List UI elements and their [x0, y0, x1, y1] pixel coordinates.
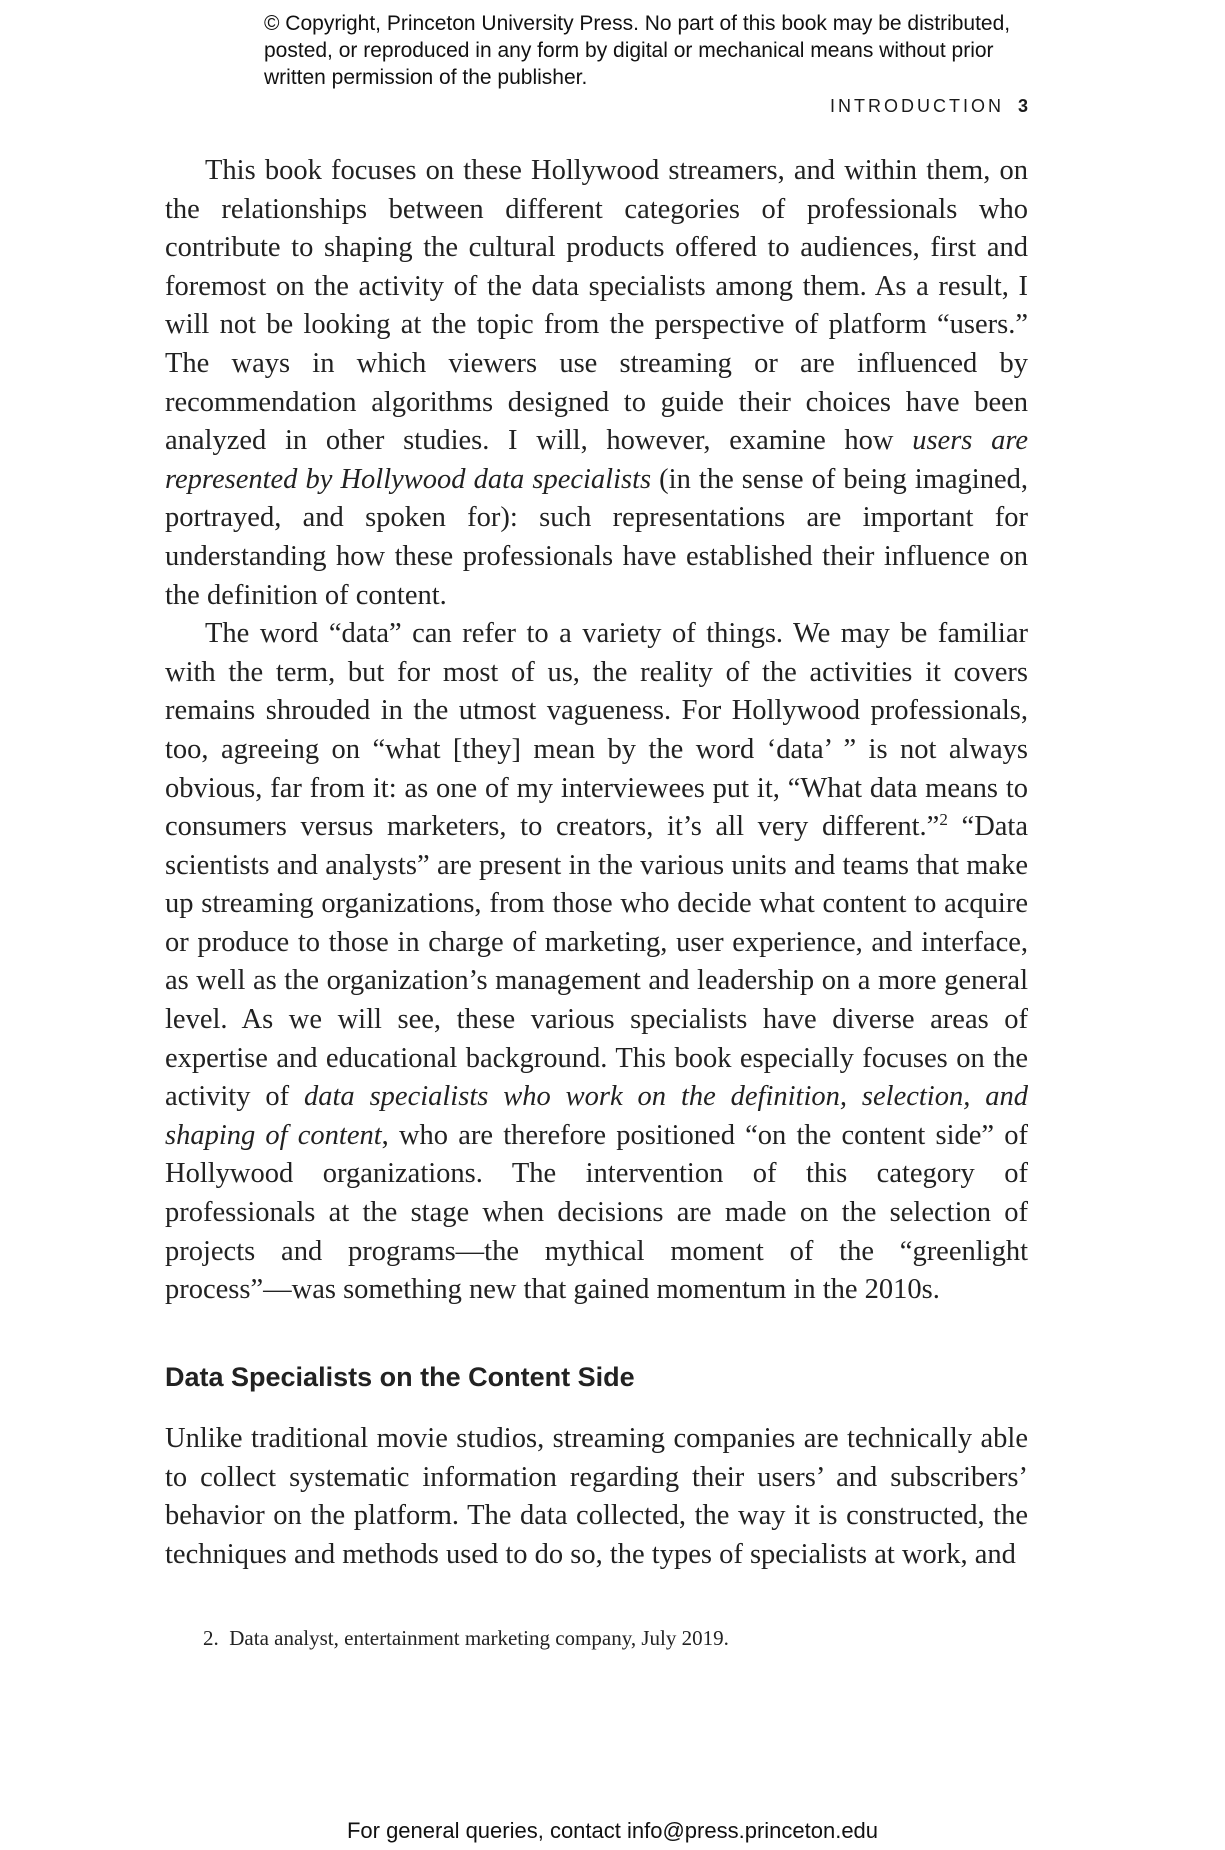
running-head — [700, 96, 1028, 117]
section-paragraph: Unlike traditional movie studios, streaming companies are technically able to collect systematic information regarding their users’ and subscribers’ behavior on the platform. The data collected, the way it is constructed, the techniques and methods used to do so, the types of specialists at work, and — [165, 1423, 1028, 1570]
paragraph-2 — [165, 615, 1028, 1310]
paragraph-2-text-c: , who are therefore positioned “on the content side” of Hollywood organizations. The intervention of this category of professionals at the stage when decisions are made on the selection of projects and programs—the mythical moment of the “greenlight process”—was something new that gained momentum in the 2010s. — [165, 1119, 1028, 1306]
page-number: 3 — [1017, 96, 1028, 116]
paragraph-1 — [165, 152, 1028, 615]
footnote-number: 2. — [203, 1626, 219, 1650]
footer-contact: For general queries, contact info@press.princeton.edu — [346, 1818, 879, 1843]
paragraph-1-italic: users are represented by Hollywood data specialists — [165, 425, 1029, 495]
section-heading: Data Specialists on the Content Side — [165, 1362, 635, 1392]
paragraph-2-italic: data specialists who work on the definition, selection, and shaping of content — [165, 1081, 1028, 1151]
footnote-text: Data analyst, entertainment marketing company, July 2019. — [229, 1626, 729, 1650]
paragraph-2-text-a: The word “data” can refer to a variety of things. We may be familiar with the term, but for most of us, the reality of the activities it covers remains shrouded in the utmost vagueness. For Hollywood professionals, too, agreeing on “what [they] mean by the word ‘data’ ” is not always obvious, far from it: as one of my interviewees put it, “What data means to consumers versus marketers, to creators, it’s all very different.” — [165, 618, 1028, 843]
running-head-section: INTRODUCTION — [829, 96, 1004, 116]
paragraph-2-text-b: “Data scientists and analysts” are present in the various units and teams that make up streaming organizations, from those who decide what content to acquire or produce to those in charge of marketing, user experience, and interface, as well as the organization’s management and leadership on a more general level. As we will see, these various specialists have diverse areas of expertise and educational background. This book especially focuses on the activity of — [165, 811, 1028, 1113]
copyright-notice: © Copyright, Princeton University Press. No part of this book may be distributed, posted, or reproduced in any form by digital or mechanical means without prior written permission of the publisher. — [264, 12, 1011, 89]
body-text — [165, 152, 1028, 1310]
footnote-reference: 2 — [939, 809, 948, 829]
paragraph-1-text-a: This book focuses on these Hollywood streamers, and within them, on the relationships between different categories of professionals who contribute to shaping the cultural products offered to audiences, first and foremost on the activity of the data specialists among them. As a result, I will not be looking at the topic from the perspective of platform “users.” The ways in which viewers use streaming or are influenced by recommendation algorithms designed to guide their choices have been analyzed in other studies. I will, however, examine how — [165, 155, 1028, 457]
paragraph-1-text-b: (in the sense of being imagined, portrayed, and spoken for): such representations are important for understanding how these professionals have established their influence on the definition of content. — [165, 463, 1028, 611]
section-text — [165, 1420, 1028, 1574]
footnote — [203, 1624, 1023, 1652]
